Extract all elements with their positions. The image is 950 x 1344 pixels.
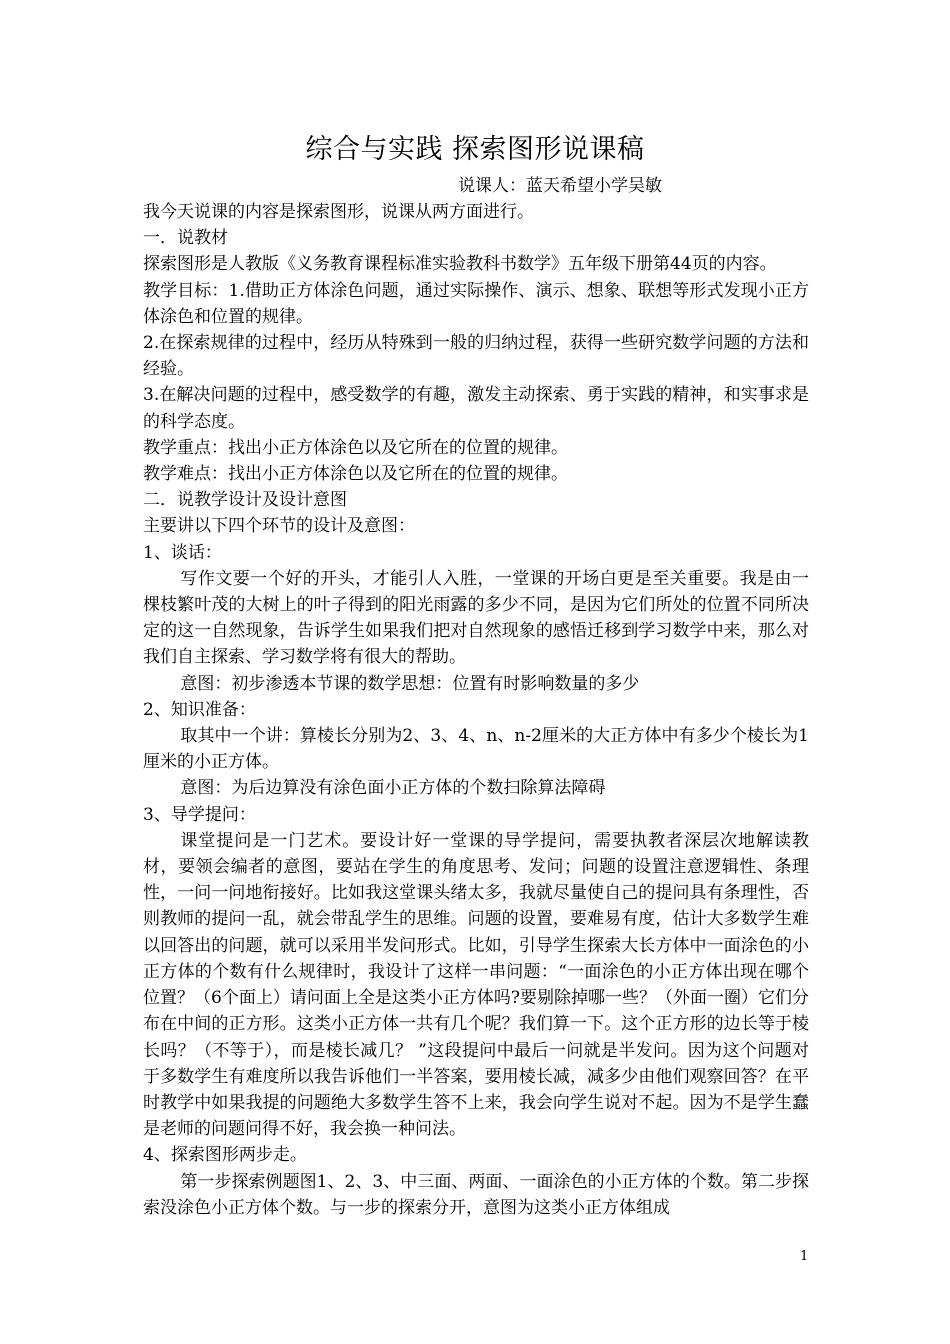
design-intro: 主要讲以下四个环节的设计及意图： <box>143 516 415 537</box>
questions-paragraph: 课堂提问是一门艺术。要设计好一堂课的导学提问，需要执教者深层次地解读教材，要领会编者的意图，要站在学生的角度思考、发问；问题的设置注意逻辑性、条理性，一问一问地衔接好。比如我这堂课头绪太多，我就尽量使自己的提问具有条理性，否则教师的提问一乱，就会带乱学生的思维。问题的设置，要难易有度，估计大多数学生难以回答出的问题，就可以采用半发问形式。比如，引导学生探索大长方体中一面涂色的小正方体的个数有什么规律时，我设计了这样一串问题：“一面涂色的小正方体出现在哪个位置？（6个面上）请问面上全是这类小正方体吗?要剔除掉哪一些？（外面一圈）它们分布在中间的正方形。这类小正方体一共有几个呢？我们算一下。这个正方形的边长等于棱长吗？（不等于），而是棱长减几？ ”这段提问中最后一问就是半发问。因为这个问题对于多数学生有难度所以我告诉他们一半答案，要用棱长减，减多少由他们观察回答？在平时教学中如果我提的问题绝大多数学生答不上来，我会向学生说对不起。因为不是学生蠢是老师的问题问得不好，我会换一种问法。 <box>143 830 809 1140</box>
section-heading-design: 二．说教学设计及设计意图 <box>143 490 347 511</box>
teaching-key-point: 教学重点：找出小正方体涂色以及它所在的位置的规律。 <box>143 437 568 458</box>
teaching-goal-1: 教学目标：1.借助正方体涂色问题，通过实际操作、演示、想象、联想等形式发现小正方体涂色和位置的规律。 <box>143 280 809 327</box>
explore-paragraph: 第一步探索例题图1、2、3、中三面、两面、一面涂色的小正方体的个数。第二步探索没涂色小正方体个数。与一步的探索分开，意图为这类小正方体组成 <box>143 1171 809 1218</box>
knowledge-paragraph: 取其中一个讲：算棱长分别为2、3、4、n、n-2厘米的大正方体中有多少个棱长为1厘米的小正方体。 <box>143 726 809 773</box>
teaching-difficulty: 教学难点：找出小正方体涂色以及它所在的位置的规律。 <box>143 464 568 485</box>
section-heading-textbook: 一．说教材 <box>143 228 228 249</box>
document-title: 综合与实践 探索图形说课稿 <box>305 134 645 165</box>
document-body <box>143 199 809 1221</box>
step-heading-questions: 3、导学提问： <box>143 804 256 825</box>
talk-paragraph: 写作文要一个好的开头，才能引人入胜，一堂课的开场白更是至关重要。我是由一棵枝繁叶茂的大树上的叶子得到的阳光雨露的多少不同，是因为它们所处的位置不同所决定的这一自然现象，告诉学生如果我们把对自然现象的感悟迁移到学习数学中来，那么对我们自主探索、学习数学将有很大的帮助。 <box>143 568 809 668</box>
talk-intention: 意图：初步渗透本节课的数学思想：位置有时影响数量的多少 <box>180 673 640 694</box>
teaching-goal-3: 3.在解决问题的过程中，感受数学的有趣，激发主动探索、勇于实践的精神，和实事求是的科学态度。 <box>143 385 809 432</box>
textbook-paragraph: 探索图形是人教版《义务教育课程标准实验教科书数学》五年级下册第44页的内容。 <box>143 254 777 275</box>
teaching-goal-2: 2.在探索规律的过程中，经历从特殊到一般的归纳过程，获得一些研究数学问题的方法和经验。 <box>143 333 809 380</box>
intro-paragraph: 我今天说课的内容是探索图形，说课从两方面进行。 <box>143 202 534 222</box>
step-heading-talk: 1、谈话： <box>143 542 222 563</box>
speaker-line: 说课人：蓝天希望小学吴敏 <box>458 176 662 196</box>
page-number: 1 <box>800 1249 809 1264</box>
step-heading-knowledge: 2、知识准备： <box>143 699 256 720</box>
knowledge-intention: 意图：为后边算没有涂色面小正方体的个数扫除算法障碍 <box>180 778 606 799</box>
step-heading-explore: 4、探索图形两步走。 <box>143 1145 307 1166</box>
